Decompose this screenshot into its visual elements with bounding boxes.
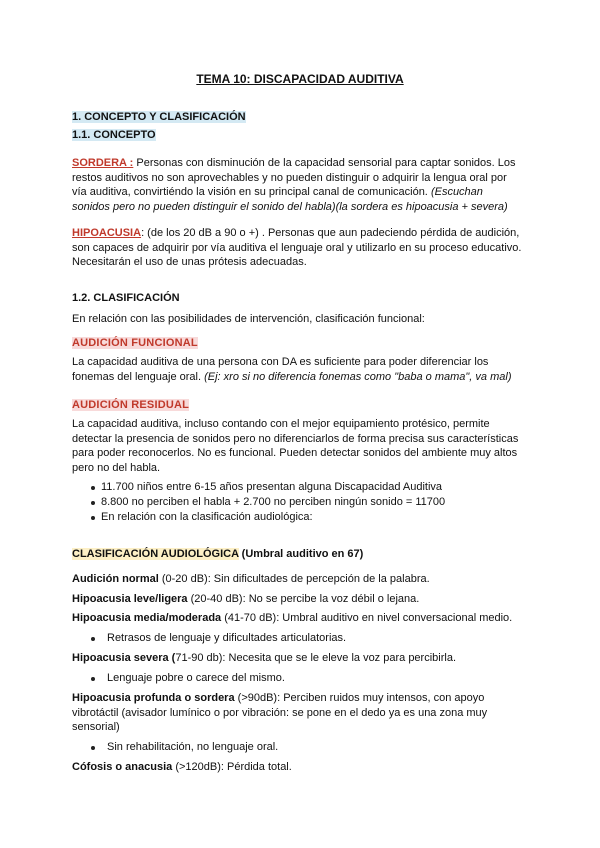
hipoacusia-line-2: son capaces de adquirir por vía auditiva el lenguaje oral y utilizarlo en su proceso educativo. — [72, 241, 522, 254]
hipoacusia-leve-term: Hipoacusia leve/ligera — [72, 593, 188, 605]
cofosis-term: Cófosis o anacusia — [72, 761, 173, 773]
sordera-note-start: (Escuchan — [430, 186, 483, 198]
hipoacusia-media-term: Hipoacusia media/moderada — [72, 612, 222, 624]
hipoacusia-severa-desc: 71-90 db): Necesita que se le eleve la voz para percibirla. — [175, 652, 456, 664]
hipoacusia-line-1 — [72, 226, 519, 241]
audicion-residual-line-1: La capacidad auditiva, incluso contando con el mejor equipamiento protésico, permite — [72, 418, 490, 430]
clasificacion-audiologica-label: CLASIFICACIÓN AUDIOLÓGICA — [72, 548, 239, 560]
hipoacusia-media-line — [72, 611, 512, 626]
audicion-residual-line-2: detectar la presencia de sonidos pero no diferenciarlos de forma precisa sus características — [72, 432, 519, 445]
hipoacusia-severa-bullet: Lenguaje pobre o carece del mismo. — [107, 672, 285, 684]
bullet-dot — [91, 516, 95, 520]
audicion-normal-line — [72, 572, 430, 587]
hipoacusia-profunda-line-2: vibrotáctil (avisador lumínico o por vibración: se pone en el dedo ya es una zona muy — [72, 706, 488, 719]
sordera-line-3 — [72, 185, 483, 200]
hipoacusia-profunda-line-3: sensorial) — [72, 721, 120, 733]
section-heading-1-1-text: 1.1. CONCEPTO — [72, 129, 156, 141]
audicion-normal-term: Audición normal — [72, 573, 159, 585]
audicion-normal-desc: (0-20 dB): Sin dificultades de percepción de la palabra. — [158, 573, 430, 585]
bullet-dot — [91, 637, 95, 641]
audicion-funcional-line-2 — [72, 370, 511, 385]
bullet-item-3: En relación con la clasificación audiológica: — [101, 511, 313, 523]
clasificacion-audiologica-umbral: (Umbral auditivo en 67) — [238, 548, 364, 560]
cofosis-desc: (>120dB): Pérdida total. — [172, 761, 292, 773]
bullet-dot — [91, 677, 95, 681]
document-title: TEMA 10: DISCAPACIDAD AUDITIVA — [196, 72, 404, 86]
audicion-funcional-line-1: La capacidad auditiva de una persona con DA es suficiente para poder diferenciar los — [72, 356, 489, 368]
cofosis-line — [72, 760, 292, 775]
hipoacusia-line-3: Necesitarán el uso de unas prótesis adecuadas. — [72, 256, 307, 268]
audicion-funcional-label: AUDICIÓN FUNCIONAL — [72, 337, 198, 349]
sordera-label: SORDERA : — [72, 157, 134, 169]
section-heading-1-1 — [72, 129, 156, 141]
bullet-item-2: 8.800 no perciben el habla + 2.700 no perciben ningún sonido = 11700 — [101, 496, 446, 508]
hipoacusia-profunda-bullet: Sin rehabilitación, no lenguaje oral. — [107, 741, 279, 753]
hipoacusia-profunda-desc: (>90dB): Perciben ruidos muy intensos, con apoyo — [234, 692, 485, 704]
hipoacusia-leve-desc: (20-40 dB): No se percibe la voz débil o lejana. — [187, 593, 420, 605]
sordera-line-2: restos auditivos no son aprovechables y no pueden distinguir o adquirir la lengua oral por — [72, 171, 507, 184]
bullet-dot — [91, 486, 95, 490]
audicion-funcional-text-2: fonemas del lenguaje oral. — [72, 370, 205, 383]
sordera-text-3: vía auditiva, convirtiéndo la visión en su principal canal de comunicación. — [72, 186, 431, 198]
audicion-residual-heading — [72, 398, 189, 413]
bullet-dot — [91, 746, 95, 750]
bullet-item-1: 11.700 niños entre 6-15 años presentan alguna Discapacidad Auditiva — [101, 481, 443, 493]
audicion-funcional-heading — [72, 336, 198, 351]
section-heading-1 — [72, 111, 246, 123]
clasificacion-intro: En relación con las posibilidades de intervención, clasificación funcional: — [72, 313, 425, 325]
hipoacusia-leve-line — [72, 592, 419, 607]
audicion-residual-label: AUDICIÓN RESIDUAL — [72, 399, 190, 411]
hipoacusia-text-1: : (de los 20 dB a 90 o +) . Personas que aun padeciendo pérdida de audición, — [141, 227, 520, 239]
section-heading-1-text: 1. CONCEPTO Y CLASIFICACIÓN — [72, 111, 246, 123]
hipoacusia-profunda-term: Hipoacusia profunda o sordera — [72, 692, 235, 704]
bullet-dot — [91, 501, 95, 505]
sordera-text-1: Personas con disminución de la capacidad sensorial para captar sonidos. Los — [133, 157, 516, 169]
section-heading-1-2: 1.2. CLASIFICACIÓN — [72, 292, 180, 304]
hipoacusia-severa-line — [72, 651, 456, 666]
clasificacion-audiologica-heading — [72, 547, 363, 562]
hipoacusia-profunda-line-1 — [72, 691, 484, 706]
audicion-funcional-example: (Ej: xro si no diferencia fonemas como "baba o mama", va mal) — [204, 370, 512, 383]
audicion-residual-line-3: para poder reconocerlos. No es funcional. Pueden detectar sonidos del ambiente muy altos — [72, 447, 518, 459]
hipoacusia-media-bullet: Retrasos de lenguaje y dificultades articulatorias. — [107, 632, 347, 644]
hipoacusia-severa-term: Hipoacusia severa ( — [72, 652, 176, 664]
hipoacusia-label: HIPOACUSIA — [72, 227, 142, 239]
sordera-line-1 — [72, 156, 516, 171]
sordera-line-4: sonidos pero no pueden distinguir el sonido del habla)(la sordera es hipoacusia + severa) — [72, 200, 508, 213]
hipoacusia-media-desc: (41-70 dB): Umbral auditivo en nivel conversacional medio. — [221, 612, 513, 624]
audicion-residual-line-4: pero no del habla. — [72, 461, 161, 474]
